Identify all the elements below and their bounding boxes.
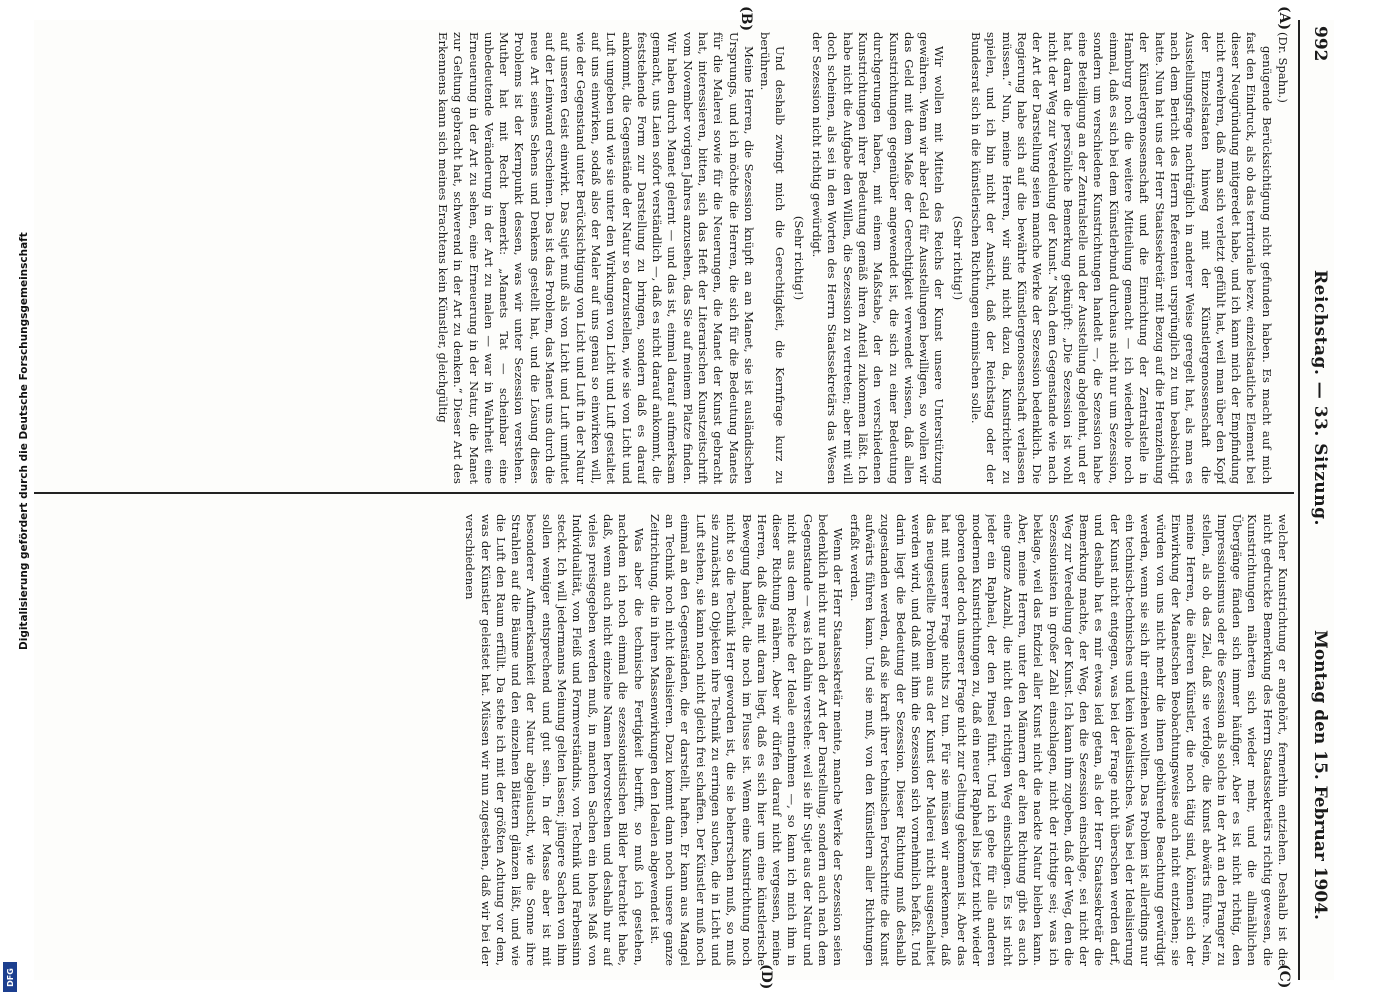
page-number: 992 — [1310, 26, 1330, 62]
margin-mark-b: (B) — [738, 6, 754, 32]
digitization-credit: Digitalisierung gefördert durch die Deutsche Forschungsgemeinschaft — [18, 232, 30, 650]
paragraph: welcher Kunstrichtung er angehört, fernerhin entziehen. Deshalb ist die nicht gedruckte Bemerkung des Herrn Staatssekretärs richtig gewesen, die Kunstrichtungen näherten sich wieder mehr, und die allmählichen Übergänge fänden sich immer häufiger. Aber es ist nicht richtig, den Impressionismus oder die Sezession als solche in der Art an den Pranger zu stellen, als ob das Ziel, daß sie verfolge, die Kunst abwärts führe. Nein, meine Herren, die älteren Künstler, die noch tätig sind, können sich der Einwirkung der Manetschen Beobachtungsweise auch nicht entziehen; sie würden von uns nicht mehr die ihnen gebührende Beachtung gewürdigt werden, wenn sie sich ihr entziehen wollten. Das Problem ist allerdings nur ein technisch-technisches und kein idealistisches. Was bei der Idealisierung der Kunst nicht entgegen, was bei der Frage nicht überschen werden darf, und deshalb hat es mir etwas leid getan, als der Herr Staatssekretär die Bemerkung machte, der Weg, den die Sezession einschlage, sei nicht der Weg zur Veredelung der Kunst. Ich kann ihm zugeben, daß der Weg, den die Sezessionisten in großer Zahl einschlagen, nicht der richtige sei; was ich beklage, weil das Endziel aller Kunst nicht die nackte Natur bleiben kann. Aber, meine Herren, unter den Männern der alten Richtung gibt es auch eine ganze Anzahl, die nicht den richtigen Weg einschlagen. Es ist nicht jeder ein Raphael, der den Pinsel führt. Und ich gebe für alle anderen modernen Kunstrichtungen zu, daß ein neuer Raphael bis jetzt nicht wieder geboren oder doch unserer Frage nicht zur Geltung gekommen ist. Aber das hat mit unserer Frage nichts zu tun. Für sie müssen wir anerkennen, daß das neugestellte Problem aus der Kunst der Malerei nicht ausgeschaltet werden wird, und daß mit ihm die Sezession sich vornehmlich befaßt. Und darin liegt die Bedeutung der Sezession. Dieser Richtung muß deshalb zugestanden werden, daß sie kraft ihrer technischen Fortschritte die Kunst aufwärts führen kann. Und sie muß, von den Künstlern aller Richtungen erfaßt werden. — [847, 514, 1290, 966]
paragraph: Wir wollen mit Mitteln des Reichs der Kunst unsere Unterstützung gewähren. Wenn wir aber Geld für Ausstellungen bewilligen, so wollen wir das Geld mit dem Maße der Gerechtigkeit verwendet wissen, daß allen Kunstrichtungen gegenüber angewendet ist, die sich zu einer Bedeutung durchgerungen haben, mit einem Maßstabe, der den verschiedenen Kunstrichtungen ihrer Bedeutung gemäß ihren Anteil zukommen läßt. Ich habe nicht die Aufgabe den Willen, die Sezession zu vertreten; aber mit will doch scheinen, als sei in den Worten des Herrn Staatssekretärs das Wesen der Sezession nicht richtig gewürdigt. — [810, 32, 947, 484]
session-date: Montag den 15. Februar 1904. — [1310, 630, 1330, 920]
running-title: Reichstag. — 33. Sitzung. — [1310, 270, 1330, 526]
interjection: (Sehr richtig!) — [791, 215, 806, 301]
paragraph: Meine Herren, die Sezession knüpft an an Manet, sie ist ausländischen Ursprungs, und ich möchte die Herren, die sich für die Bedeutung Manets für die Malerei sowie für die Neuerungen, die Manet der Kunst gebracht hat, interessieren, bitten, sich das Heft der Literarischen Kunstzeitschrift vom November vorigen Jahres anzusehen, das Sie auf meinem Platze finden. Wir haben durch Manet gelernt — und das ist, einmal darauf aufmerksam gemacht, uns Laien sofort verständlich —, daß es nicht darauf ankommt, die feststehende Form zur Darstellung zu bringen, sondern daß es darauf ankommt, die Gegenstände der Natur so darzustellen, wie sie von Licht und Luft umgeben und wie sie unter den Wirkungen von Licht und Luft gestaltet auf uns einwirken, sodaß also der Maler auf uns genau so einwirken will, wie der Gegenstand unter Berücksichtigung von Licht und Luft in der Natur auf unseren Geist einwirkt. Das Sujet muß als von Licht und Luft umflutet auf der Leinwand erscheinen. Das ist das Problem, das Manet uns durch die neue Art seines Sehens und Denkens gestellt hat, und die Lösung dieses Problems ist der Kernpunkt dessen, was wir unter Sezession verstehen. Muther hat mit Recht bemerkt: „Manets Tat — scheinbar eine unbedeutende Veränderung in der Art zu malen — war in Wahrheit eine Erneuerung in der Art zu sehen, eine Erneuerung in der Natur, die Manet zur Geltung gebracht hat, schwerend in der Art zu denken.“ Dieser Art des Erkennens kann sich meines Erachtens kein Künstler, gleichgültig — [435, 32, 756, 484]
column-divider — [34, 492, 1294, 494]
paragraph: Was aber die technische Fertigkeit betrifft, so muß ich gestehen, nachdem ich noch einmal die sezessionistischen Bilder betrachtet habe, daß, wenn auch nicht einzelne Namen hervorstechen und deshalb nur auf vieles preisgegeben werden muß, in manchen Sachen ein hohes Maß von Individualität, von Fleiß und Formverständnis, von Technik und Farbensinn steckt. Ich will jedermanns Meinung gelten lassen; jüngere Sachen von ihm sollen weniger entsprechend und gut sein. In der Masse aber ist mit besonderer Aufmerksamkeit der Natur abgelauscht, wie die Sonne ihre Strahlen auf die Bäume und den einzelnen Blättern glänzen läßt, und wie die Luft den Raum erfüllt. Da stehe ich mit der größten Achtung vor dem, was der Künstler geleistet hat. Müssen wir nun zugestehen, daß wir bei der verschiedenen — [463, 514, 646, 966]
header-rule — [1298, 20, 1300, 980]
interjection: (Sehr richtig!) — [950, 215, 965, 301]
left-text-column — [40, 32, 1290, 484]
digitization-credit-strip — [0, 0, 30, 1000]
paragraph: genügende Berücksichtigung nicht gefunden haben. Es macht auf mich fast den Eindruck, als ob das territoriale bezw. einzelstaatliche Element bei dieser Neugründung mitgeredet habe, und ich kann mich der Empfindung nicht erwehren, daß man sich verletzt gefühlt hat, weil man über den Kopf der Einzelstaaten hinweg mit der Künstlergenossenschaft die Ausstellungsfrage nachträglich in anderer Weise geregelt hat, als man es nach dem Bericht des Herrn Referenten ursprünglich zu tun beabsichtigt hatte. Nun hat uns der Herr Staatssekretär mit Bezug auf die Heranziehung der Künstlergenossenschaft und die Einrichtung der Zentralstelle in Hamburg noch die weitere Mitteilung gemacht — ich wiederhole noch einmal, daß es sich bei dem Künstlerbund durchaus nicht nur um Sezession, sondern um verschiedene Kunstrichtungen handelt —, die Sezession habe eine Beteiligung an der Zentralstelle und der Ausstellung abgelehnt, und er hat daran die persönliche Bemerkung geknüpft: „Die Sezession ist wohl nicht der Weg zur Veredelung der Kunst.“ Nach dem Gegenstande wie nach der Art der Darstellung seien manche Werke der Sezession bedenklich. Die Regierung habe sich auf die bewährte Künstlergenossenschaft verlassen müssen.“ Nun, meine Herren, wir sind nicht dazu da, Kunstrichter zu spielen, und ich bin nicht der Ansicht, daß der Reichstag oder der Bundesrat sich in die künstlerischen Richtungen einmischen solle. — [969, 32, 1274, 484]
paragraph: Und deshalb zwingt mich die Gerechtigkeit, die Kernfrage kurz zu berühren. — [758, 32, 788, 484]
margin-mark-c: (C) — [1276, 964, 1292, 989]
margin-mark-a: (A) — [1276, 6, 1292, 31]
speaker-name: (Dr. Spahn.) — [1276, 32, 1290, 103]
right-text-column — [40, 514, 1290, 966]
page-header — [1304, 20, 1334, 980]
dfg-logo — [3, 962, 17, 992]
paragraph: Wenn der Herr Staatssekretär meinte, manche Werke der Sezession seien bedenklich nicht nur nach der Art der Darstellung, sondern auch nach dem Gegenstande — was ich dahin verstehe: weil sie ihr Sujet aus der Natur und nicht aus dem Reiche der Ideale entnehmen —, so kann ich mich ihm in dieser Richtung nähern. Aber wir dürfen darauf nicht vergessen, meine Herren, daß dies mit daran liegt, daß es sich hier um eine künstlerische Bewegung handelt, die noch im Flusse ist. Wenn eine Kunstrichtung noch nicht so die Technik Herr geworden ist, die sie beherrschen muß, so muß sie zunächst an Objekten ihre Technik zu erringen suchen, die in Licht und Luft stehen, sie kann noch nicht gleich frei schaffen. Der Künstler muß noch einmal an den Gegenständen, die er darstellt, haften. Er kann aus Mangel an Technik noch nicht idealisieren. Dazu kommt dann noch unsere ganze Zeitrichtung, die in ihren Massenwirkungen den Idealen abgewendet ist. — [647, 514, 846, 966]
scanned-page — [34, 6, 1334, 990]
margin-mark-d: (D) — [758, 964, 774, 990]
dfg-logo-text: DFG — [5, 967, 15, 987]
